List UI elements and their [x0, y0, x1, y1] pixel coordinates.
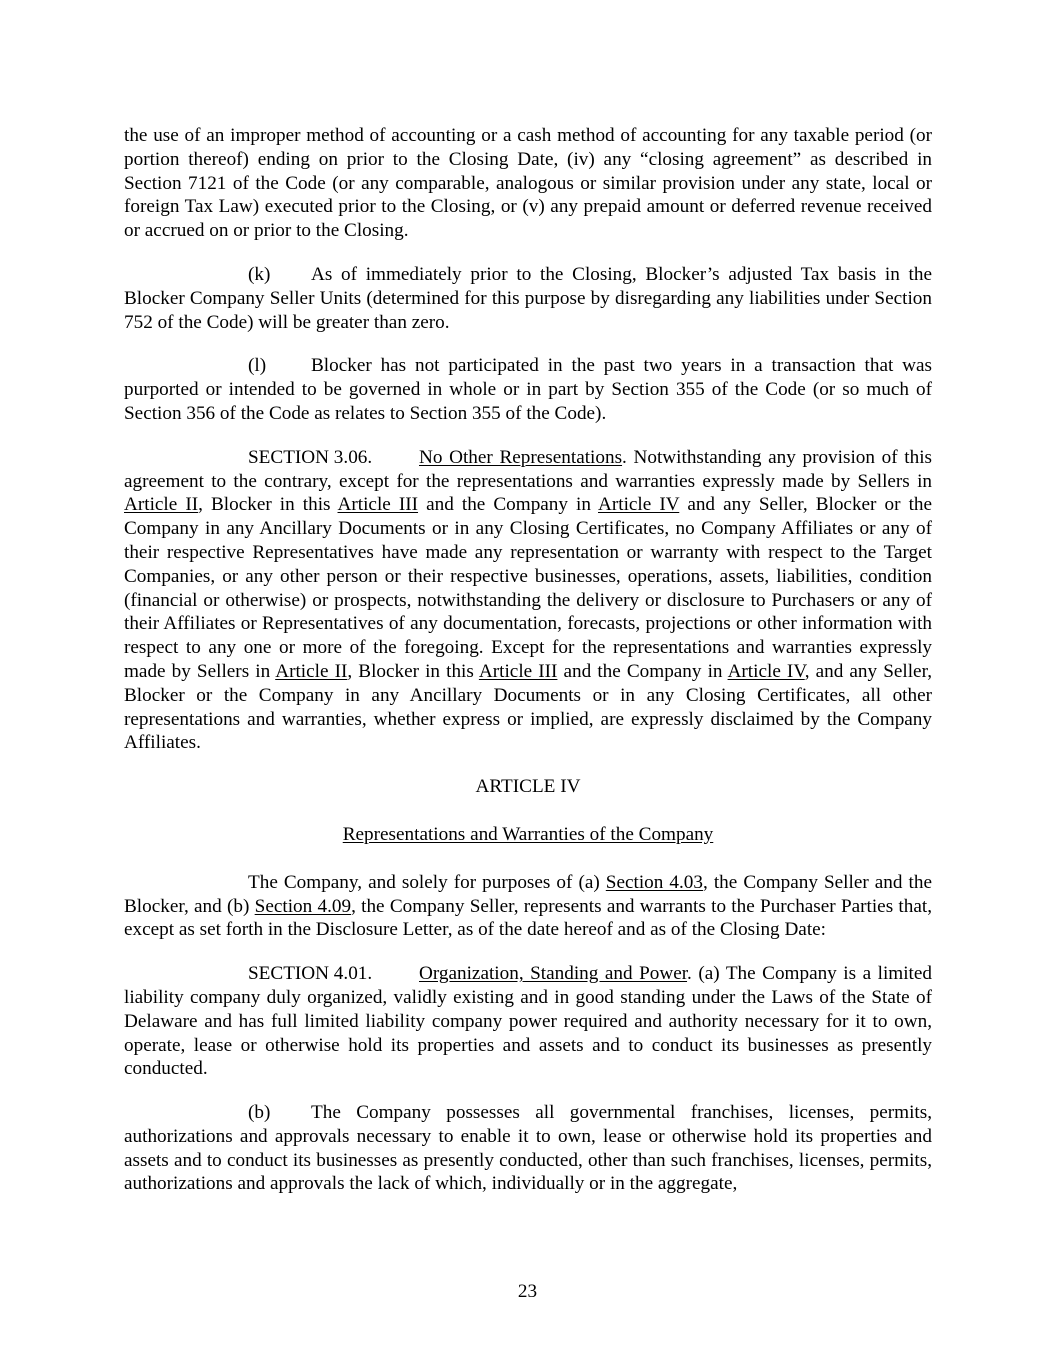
section-number: SECTION 3.06. — [248, 446, 373, 468]
cross-reference: No Other Representations — [419, 446, 623, 468]
text: . (a) The Company is a limited liability company duly organized, validly existing and in good standing under the Laws of the State of Delaware and has full limited liability company power required and authority necessary for it to own, operate, lease or otherwise hold its properties and assets and to conduct its businesses as presently conducted. — [124, 963, 932, 1080]
text: , Blocker in this — [198, 494, 338, 516]
paragraph — [124, 263, 932, 334]
text: and the Company in — [418, 494, 598, 516]
text: As of immediately prior to the Closing, Blocker’s adjusted Tax basis in the Blocker Company Seller Units (determined for this purpose by disregarding any liabilities under Section 752 of the Code) will be greater than zero. — [124, 263, 932, 333]
text: , and any Seller, Blocker or the Company in any Ancillary Documents or in any Closing Certificates, all other representations and warranties, whether express or implied, are expressly disclaimed by the Company Affiliates. — [124, 660, 932, 754]
cross-reference: Section 4.03 — [605, 871, 703, 893]
section-number: SECTION 4.01. — [248, 963, 373, 985]
cross-reference: Article II — [124, 494, 199, 516]
paragraph — [124, 1101, 932, 1196]
item-label: (k) — [248, 263, 271, 285]
cross-reference: Representations and Warranties of the Company — [342, 823, 714, 845]
cross-reference: Article III — [478, 660, 558, 682]
cross-reference: Article III — [337, 494, 419, 516]
cross-reference: Article IV — [727, 660, 805, 682]
text: Blocker has not participated in the past two years in a transaction that was purported or intended to be governed in whole or in part by Section 355 of the Code (or so much of Section 356 of the Code as relates to Section 355 of the Code). — [124, 355, 932, 424]
paragraph — [124, 871, 932, 942]
paragraph — [124, 962, 932, 1081]
document-page — [124, 124, 932, 1216]
paragraph — [124, 446, 932, 755]
text: and the Company in — [557, 660, 728, 682]
text: ARTICLE IV — [475, 776, 581, 798]
heading — [124, 775, 932, 799]
text: , the Company Seller, represents and warrants to the Purchaser Parties that, except as set forth in the Disclosure Letter, as of the date hereof and as of the Closing Date: — [124, 895, 932, 941]
paragraph — [124, 354, 932, 425]
paragraph — [124, 124, 932, 243]
text: and any Seller, Blocker or the Company in any Ancillary Documents or in any Closing Certificates, no Company Affiliates or any of their respective Representatives have made any representation or warranty with respect to the Target Companies, or any other person or their respective businesses, operations, assets, liabilities, condition (financial or otherwise) or prospects, notwithstanding the delivery or disclosure to Purchasers or any of their Affiliates or Representatives of any documentation, forecasts, projections or other information with respect to any one or more of the foregoing. Except for the representations and warranties expressly made by Sellers in — [124, 494, 933, 682]
heading — [124, 823, 932, 847]
cross-reference: Article IV — [598, 494, 680, 516]
page-number: 23 — [517, 1281, 538, 1302]
item-label: (l) — [248, 355, 267, 377]
cross-reference: Organization, Standing and Power — [419, 963, 688, 985]
text: , Blocker in this — [347, 660, 479, 682]
item-label: (b) — [248, 1102, 271, 1124]
text: , the Company Seller and the Blocker, and (b) — [124, 871, 932, 917]
text: . Notwithstanding any provision of this agreement to the contrary, except for the representations and warranties expressly made by Sellers in — [124, 446, 933, 492]
text: The Company, and solely for purposes of (a) — [248, 871, 606, 893]
text: the use of an improper method of accounting or a cash method of accounting for any taxable period (or portion thereof) ending on prior to the Closing Date, (iv) any “closing agreement” as described in Section 7121 of the Code (or any comparable, analogous or similar provision under any state, local or foreign Tax Law) executed prior to the Closing, or (v) any prepaid amount or deferred revenue received or accrued on or prior to the Closing. — [124, 125, 932, 242]
cross-reference: Article II — [275, 660, 348, 682]
cross-reference: Section 4.09 — [254, 895, 352, 917]
text: The Company possesses all governmental franchises, licenses, permits, authorizations and approvals necessary to enable it to own, lease or otherwise hold its properties and assets and to conduct its businesses as presently conducted, other than such franchises, licenses, permits, authorizations and approvals the lack of which, individually or in the aggregate, — [124, 1102, 932, 1195]
